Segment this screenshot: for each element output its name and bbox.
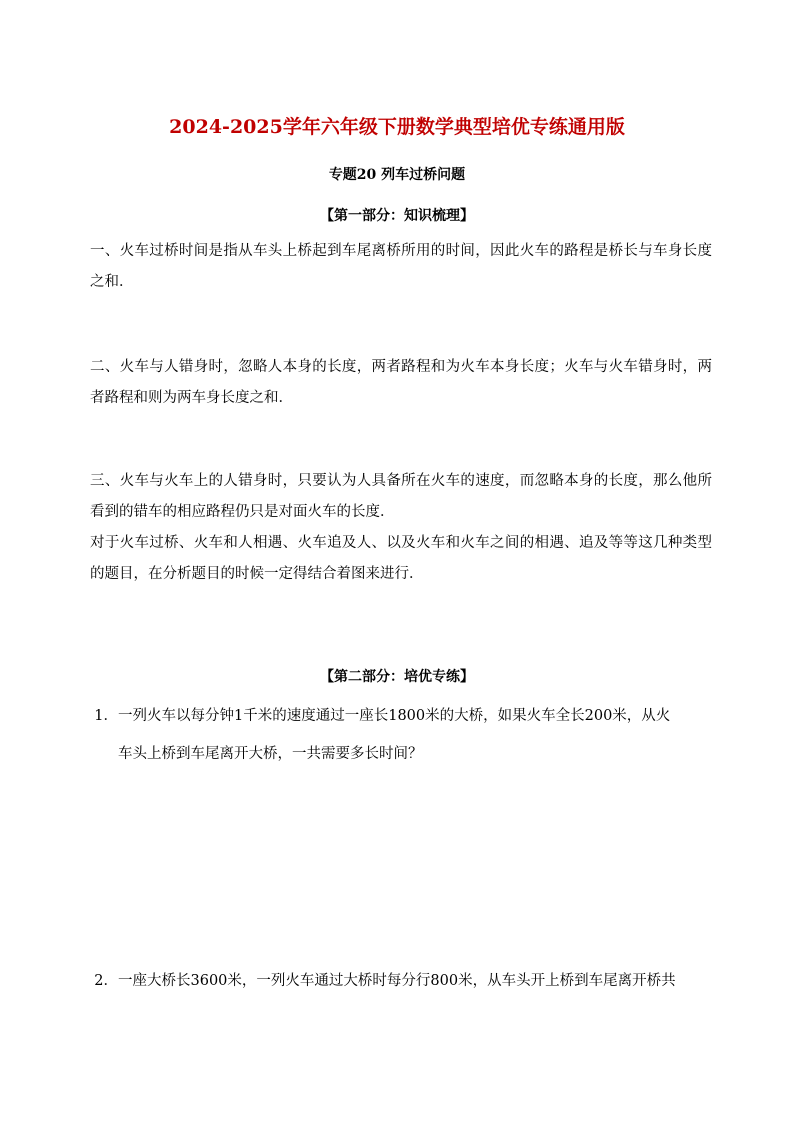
knowledge-point-3: 三、火车与火车上的人错身时，只要认为人具备所在火车的速度，而忽略本身的长度，那么他所看到的错车的相应路程仍只是对面火车的长度． [90, 473, 712, 520]
question-text: 一座大桥长3600米，一列火车通过大桥时每分行800米，从车头开上桥到车尾离开桥共 [118, 973, 676, 989]
question-2 [90, 962, 712, 1000]
knowledge-point-2: 二、火车与人错身时，忽略人本身的长度，两者路程和为火车本身长度；火车与火车错身时，两者路程和则为两车身长度之和． [90, 359, 712, 406]
part2-heading: 【第二部分：培优专练】 [320, 669, 474, 685]
question-1 [90, 697, 712, 773]
question-text-continued: 车头上桥到车尾离开大桥，一共需要多长时间？ [118, 746, 423, 762]
question-text: 一列火车以每分钟1千米的速度通过一座长1800米的大桥，如果火车全长200米，从火 [118, 708, 671, 724]
document-title: 2024-2025学年六年级下册数学典型培优专练通用版 [169, 116, 625, 138]
question-number: 1． [94, 708, 118, 724]
knowledge-summary: 对于火车过桥、火车和人相遇、火车追及人、以及火车和火车之间的相遇、追及等等这几种类型的题目，在分析题目的时候一定得结合着图来进行． [90, 535, 712, 582]
part1-heading: 【第一部分：知识梳理】 [320, 208, 474, 224]
topic-title: 专题20 列车过桥问题 [328, 167, 466, 183]
question-number: 2． [94, 973, 118, 989]
knowledge-point-1: 一、火车过桥时间是指从车头上桥起到车尾离桥所用的时间，因此火车的路程是桥长与车身长度之和． [90, 243, 712, 290]
